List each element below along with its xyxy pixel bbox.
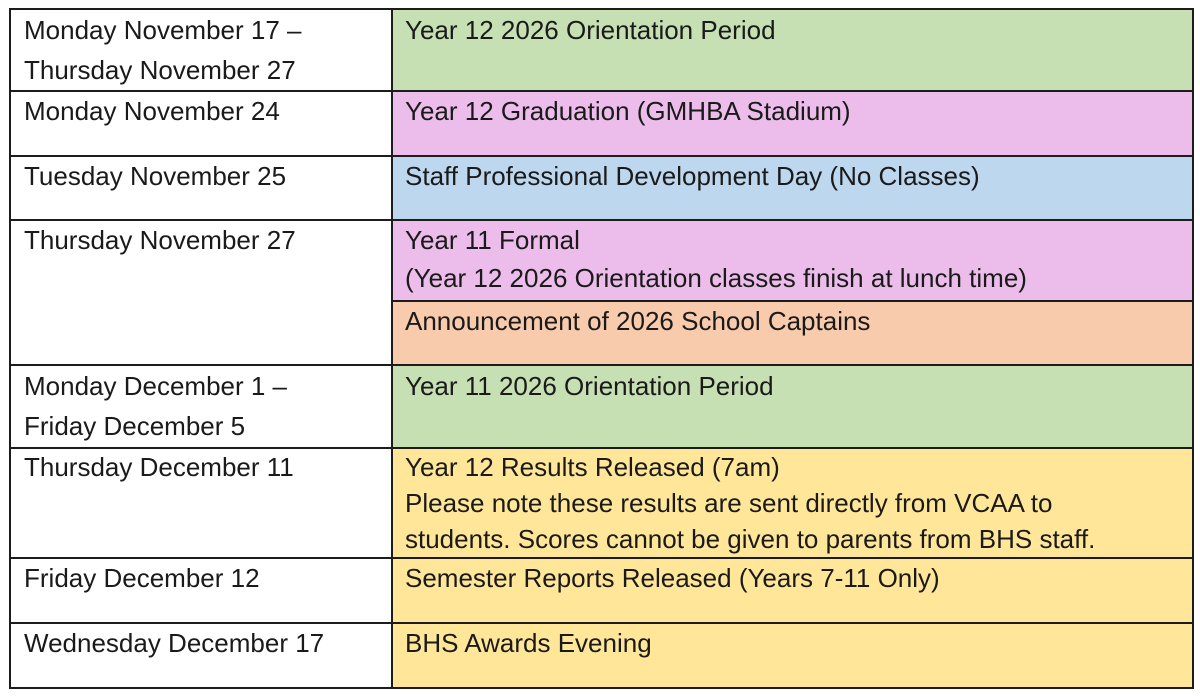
table-row <box>10 365 1193 447</box>
event-text: Year 12 Graduation (GMHBA Stadium) <box>405 96 851 127</box>
event-text: Year 12 2026 Orientation Period <box>405 15 776 45</box>
event-cell <box>392 91 1193 155</box>
date-cell <box>10 623 392 688</box>
date-cell <box>10 220 392 365</box>
table-row <box>10 9 1193 91</box>
event-cell <box>392 365 1193 447</box>
table-row <box>10 91 1193 155</box>
event-text: Staff Professional Development Day (No Classes) <box>405 160 980 191</box>
date-text: Monday November 17 – <box>24 15 302 45</box>
event-text: Please note these results are sent directly from VCAA to <box>405 487 1053 518</box>
event-cell <box>392 156 1193 220</box>
date-text: Friday December 5 <box>24 411 246 442</box>
event-text: students. Scores cannot be given to parents from BHS staff. <box>405 523 1096 554</box>
date-cell <box>10 9 392 91</box>
date-cell <box>10 558 392 622</box>
date-text: Thursday November 27 <box>24 225 296 256</box>
date-text: Monday December 1 – <box>24 371 288 402</box>
table-row <box>10 448 1193 559</box>
event-cell <box>392 558 1193 622</box>
event-cell <box>392 301 1193 365</box>
event-text: BHS Awards Evening <box>405 627 652 658</box>
events-calendar-table <box>9 8 1194 689</box>
date-text: Thursday December 11 <box>24 451 294 482</box>
event-text: Year 11 Formal <box>405 225 580 256</box>
event-text: (Year 12 2026 Orientation classes finish at lunch time) <box>405 263 1027 294</box>
date-cell <box>10 91 392 155</box>
date-cell <box>10 365 392 447</box>
event-cell <box>392 220 1193 300</box>
event-cell <box>392 448 1193 559</box>
event-cell <box>392 623 1193 688</box>
date-cell <box>10 156 392 220</box>
date-text: Wednesday December 17 <box>24 627 325 658</box>
date-text: Friday December 12 <box>24 563 260 594</box>
table-row <box>10 156 1193 220</box>
table-row <box>10 558 1193 622</box>
event-text: Announcement of 2026 School Captains <box>405 305 871 336</box>
table-row <box>10 623 1193 688</box>
event-text: Year 11 2026 Orientation Period <box>405 371 774 402</box>
table-row <box>10 220 1193 300</box>
event-text: Year 12 Results Released (7am) <box>405 451 780 482</box>
date-text: Monday November 24 <box>24 96 280 127</box>
date-cell <box>10 448 392 559</box>
event-cell <box>392 9 1193 91</box>
date-text: Tuesday November 25 <box>24 160 287 191</box>
event-text: Semester Reports Released (Years 7-11 Only) <box>405 563 940 594</box>
date-text: Thursday November 27 <box>24 55 296 85</box>
